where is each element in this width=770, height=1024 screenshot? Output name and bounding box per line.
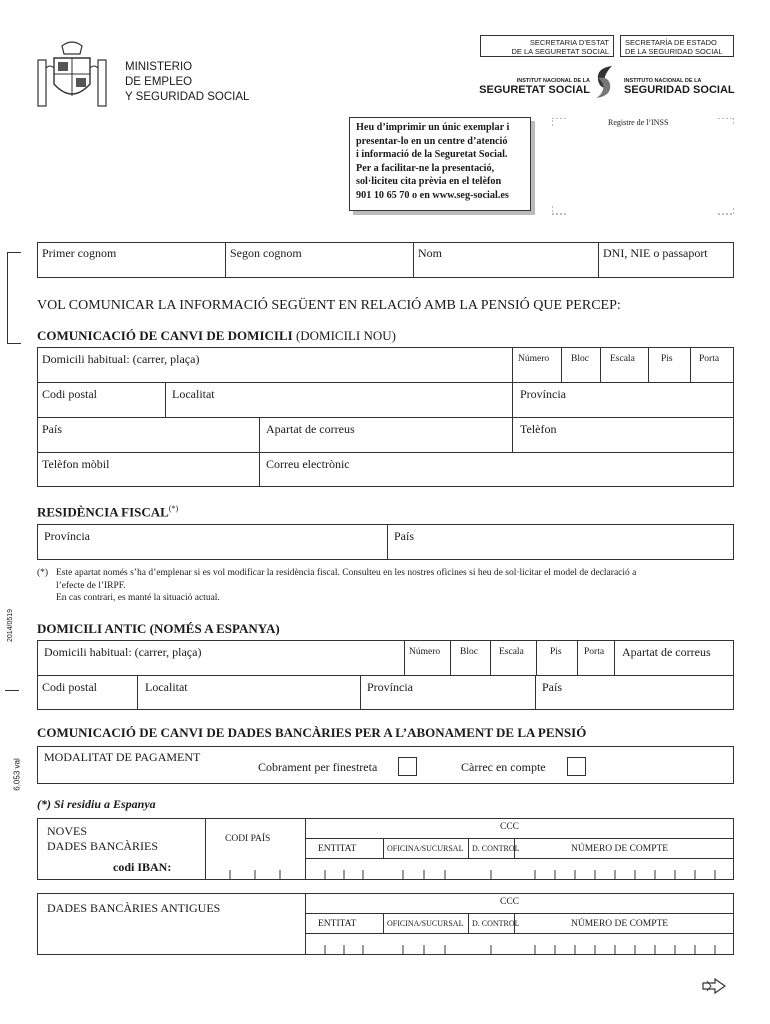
numero-compte-label: NÚMERO DE COMPTE bbox=[571, 844, 669, 854]
old-numero-compte-label: NÚMERO DE COMPTE bbox=[571, 919, 669, 929]
old-porta-field[interactable]: Porta bbox=[584, 647, 605, 657]
fiscal-table bbox=[37, 524, 734, 560]
main-title: VOL COMUNICAR LA INFORMACIÓ SEGÜENT EN RELACIÓ AMB LA PENSIÓ QUE PERCEP: bbox=[37, 298, 621, 313]
si-residiu-label: (*) Si residiu a Espanya bbox=[37, 797, 156, 811]
new-address-title: COMUNICACIÓ DE CANVI DE DOMICILI (DOMICILI NOU) bbox=[37, 328, 396, 343]
old-apartat-field[interactable]: Apartat de correus bbox=[622, 645, 711, 659]
bloc-field[interactable]: Bloc bbox=[571, 354, 589, 364]
carrec-label: Càrrec en compte bbox=[461, 760, 546, 774]
nom-field[interactable]: Nom bbox=[418, 246, 442, 260]
apartat-field[interactable]: Apartat de correus bbox=[266, 422, 355, 436]
localitat-field[interactable]: Localitat bbox=[172, 387, 215, 401]
old-domicili-field[interactable]: Domicili habitual: (carrer, plaça) bbox=[44, 645, 202, 659]
iban-label: codi IBAN: bbox=[113, 860, 172, 874]
registry-stamp-area bbox=[552, 118, 734, 216]
correu-field[interactable]: Correu electrònic bbox=[266, 457, 350, 471]
domicili-field[interactable]: Domicili habitual: (carrer, plaça) bbox=[42, 352, 200, 366]
ministry-name: MINISTERIO DE EMPLEO Y SEGURIDAD SOCIAL bbox=[125, 61, 250, 103]
old-pais-field[interactable]: País bbox=[542, 680, 563, 694]
primer-cognom-field[interactable]: Primer cognom bbox=[42, 246, 117, 260]
porta-field[interactable]: Porta bbox=[699, 354, 720, 364]
fiscal-provincia-field[interactable]: Província bbox=[44, 529, 90, 543]
carrec-checkbox[interactable] bbox=[567, 757, 586, 776]
segon-cognom-field[interactable]: Segon cognom bbox=[230, 246, 302, 260]
finestreta-label: Cobrament per finestreta bbox=[258, 760, 378, 774]
notice-box: Heu d’imprimir un únic exemplar i presentar-lo en un centre d’atenció i informació de la Seguretat Social. Per a facilitar-ne la presentació, sol·liciteu cita prèvia en el telèfon 901 10 65 70 o en www.seg-social.es bbox=[349, 117, 531, 211]
entitat-label: ENTITAT bbox=[318, 844, 357, 854]
old-entitat-label: ENTITAT bbox=[318, 919, 357, 929]
fiscal-title: RESIDÈNCIA FISCAL(*) bbox=[37, 504, 179, 520]
inss-cat-logo: INSTITUT NACIONAL DE LA SEGURETAT SOCIAL bbox=[479, 78, 590, 96]
inss-swirl-icon bbox=[590, 62, 618, 102]
codi-pais-label: CODI PAÍS bbox=[225, 834, 271, 844]
pais-field[interactable]: País bbox=[42, 422, 63, 436]
antigues-label: DADES BANCÀRIES ANTIGUES bbox=[47, 901, 221, 915]
form-ref: 6.053 val bbox=[12, 758, 22, 791]
iban-input[interactable] bbox=[205, 858, 734, 880]
left-bracket bbox=[7, 252, 21, 344]
numero-field[interactable]: Número bbox=[518, 354, 550, 364]
inss-es-logo: INSTITUTO NACIONAL DE LA SEGURIDAD SOCIAL bbox=[624, 78, 735, 96]
secretaria-es-box: SECRETARÍA DE ESTADO DE LA SEGURIDAD SOCIAL bbox=[620, 35, 734, 57]
old-pis-field[interactable]: Pis bbox=[550, 647, 562, 657]
fiscal-pais-field[interactable]: País bbox=[394, 529, 415, 543]
secretaria-cat-box: SECRETARIA D’ESTAT DE LA SEGURETAT SOCIAL bbox=[480, 35, 614, 57]
old-codi-postal-field[interactable]: Codi postal bbox=[42, 680, 98, 694]
old-oficina-label: OFICINA/SUCURSAL bbox=[387, 919, 464, 928]
registry-label: Registre de l’INSS bbox=[608, 118, 669, 127]
mobil-field[interactable]: Telèfon mòbil bbox=[42, 457, 110, 471]
ccc-label: CCC bbox=[500, 822, 520, 832]
dni-field[interactable]: DNI, NIE o passaport bbox=[603, 246, 708, 260]
pis-field[interactable]: Pis bbox=[661, 354, 673, 364]
coat-of-arms-logo bbox=[36, 38, 108, 110]
old-address-title: DOMICILI ANTIC (NOMÉS A ESPANYA) bbox=[37, 621, 280, 636]
old-bloc-field[interactable]: Bloc bbox=[460, 647, 478, 657]
oficina-label: OFICINA/SUCURSAL bbox=[387, 844, 464, 853]
codi-postal-field[interactable]: Codi postal bbox=[42, 387, 98, 401]
old-account-input[interactable] bbox=[305, 933, 734, 955]
form-code: 2014/0519 bbox=[7, 608, 15, 643]
old-escala-field[interactable]: Escala bbox=[499, 647, 524, 657]
old-localitat-field[interactable]: Localitat bbox=[145, 680, 188, 694]
old-provincia-field[interactable]: Província bbox=[367, 680, 413, 694]
finestreta-checkbox[interactable] bbox=[398, 757, 417, 776]
telefon-field[interactable]: Telèfon bbox=[520, 422, 557, 436]
old-ccc-label: CCC bbox=[500, 897, 520, 907]
old-dcontrol-label: D. CONTROL bbox=[472, 919, 520, 928]
dcontrol-label: D. CONTROL bbox=[472, 844, 520, 853]
escala-field[interactable]: Escala bbox=[610, 354, 635, 364]
modalitat-label: MODALITAT DE PAGAMENT bbox=[44, 750, 201, 764]
provincia-field[interactable]: Província bbox=[520, 387, 566, 401]
fiscal-note: (*) Este apartat només s’ha d’emplenar si es vol modificar la residència fiscal. Consulteu en les nostres oficines si heu de sol·licitar el model de declaració a l’efecte de l’IRPF. En cas contrari, es manté la situació actual. bbox=[37, 568, 637, 603]
next-page-arrow-icon[interactable] bbox=[702, 978, 726, 994]
bank-title: COMUNICACIÓ DE CANVI DE DADES BANCÀRIES PER A L’ABONAMENT DE LA PENSIÓ bbox=[37, 725, 587, 740]
old-numero-field[interactable]: Número bbox=[409, 647, 441, 657]
noves-label: NOVES DADES BANCÀRIES bbox=[47, 824, 159, 853]
